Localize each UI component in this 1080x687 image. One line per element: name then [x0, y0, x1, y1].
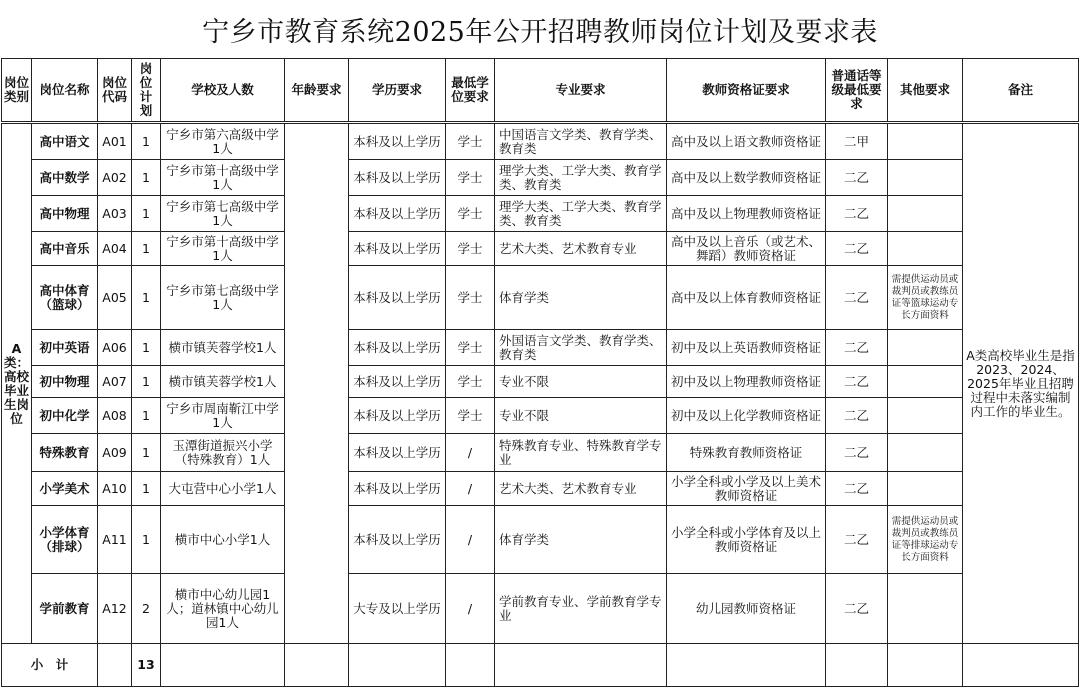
- education-cell: 本科及以上学历: [349, 330, 446, 366]
- post-name-cell: 小学体育（排球）: [32, 506, 98, 574]
- post-code-cell: A07: [98, 366, 132, 398]
- certificate-cell: 初中及以上英语教师资格证: [667, 330, 826, 366]
- header-row: [2, 59, 1079, 123]
- mandarin-level-cell: 二乙: [826, 574, 888, 644]
- empty-cell: [495, 644, 667, 687]
- school-cell: 横市镇芙蓉学校1人: [161, 366, 285, 398]
- other-requirement-cell: 需提供运动员或裁判员或教练员证等排球运动专长方面资料: [888, 506, 963, 574]
- table-row: [2, 196, 1079, 232]
- mandarin-level-cell: 二乙: [826, 434, 888, 472]
- table-row: [2, 434, 1079, 472]
- school-cell: 宁乡市周南靳江中学1人: [161, 398, 285, 434]
- table-row: [2, 232, 1079, 266]
- major-cell: 体育学类: [495, 506, 667, 574]
- post-plan-cell: 1: [132, 266, 161, 330]
- education-cell: 本科及以上学历: [349, 506, 446, 574]
- empty-cell: [446, 644, 495, 687]
- post-code-cell: A04: [98, 232, 132, 266]
- degree-cell: /: [446, 434, 495, 472]
- school-cell: 宁乡市第六高级中学1人: [161, 123, 285, 160]
- other-requirement-cell: [888, 574, 963, 644]
- major-cell: 理学大类、工学大类、教育学类、教育类: [495, 196, 667, 232]
- school-cell: 宁乡市第七高级中学1人: [161, 266, 285, 330]
- empty-cell: [98, 644, 132, 687]
- header-cell: 岗位类别: [2, 59, 32, 123]
- header-cell: 岗位代码: [98, 59, 132, 123]
- post-code-cell: A02: [98, 160, 132, 196]
- post-name-cell: 初中物理: [32, 366, 98, 398]
- education-cell: 本科及以上学历: [349, 266, 446, 330]
- table-row: [2, 506, 1079, 574]
- table-row: [2, 266, 1079, 330]
- other-requirement-cell: [888, 123, 963, 160]
- post-code-cell: A11: [98, 506, 132, 574]
- post-code-cell: A12: [98, 574, 132, 644]
- post-plan-cell: 1: [132, 123, 161, 160]
- certificate-cell: 高中及以上物理教师资格证: [667, 196, 826, 232]
- header-cell: 年龄要求: [285, 59, 349, 123]
- other-requirement-cell: [888, 196, 963, 232]
- mandarin-level-cell: 二甲: [826, 123, 888, 160]
- subtotal-label-cell: 小 计: [2, 644, 98, 687]
- certificate-cell: 小学全科或小学体育及以上教师资格证: [667, 506, 826, 574]
- table-row: [2, 330, 1079, 366]
- empty-cell: [161, 644, 285, 687]
- education-cell: 大专及以上学历: [349, 574, 446, 644]
- degree-cell: /: [446, 472, 495, 506]
- post-name-cell: 高中数学: [32, 160, 98, 196]
- other-requirement-cell: [888, 330, 963, 366]
- empty-cell: [826, 644, 888, 687]
- post-name-cell: 高中体育（篮球）: [32, 266, 98, 330]
- education-cell: 本科及以上学历: [349, 123, 446, 160]
- table-row: [2, 123, 1079, 160]
- degree-cell: 学士: [446, 366, 495, 398]
- school-cell: 横市中心小学1人: [161, 506, 285, 574]
- education-cell: 本科及以上学历: [349, 434, 446, 472]
- other-requirement-cell: [888, 160, 963, 196]
- degree-cell: 学士: [446, 398, 495, 434]
- post-plan-cell: 1: [132, 398, 161, 434]
- post-code-cell: A01: [98, 123, 132, 160]
- header-cell: 学校及人数: [161, 59, 285, 123]
- school-cell: 宁乡市第七高级中学1人: [161, 196, 285, 232]
- degree-cell: 学士: [446, 123, 495, 160]
- header-cell: 岗位名称: [32, 59, 98, 123]
- certificate-cell: 特殊教育教师资格证: [667, 434, 826, 472]
- post-code-cell: A05: [98, 266, 132, 330]
- school-cell: 玉潭街道振兴小学（特殊教育）1人: [161, 434, 285, 472]
- other-requirement-cell: [888, 232, 963, 266]
- other-requirement-cell: 需提供运动员或裁判员或教练员证等篮球运动专长方面资料: [888, 266, 963, 330]
- post-name-cell: 小学美术: [32, 472, 98, 506]
- degree-cell: 学士: [446, 330, 495, 366]
- certificate-cell: 小学全科或小学及以上美术教师资格证: [667, 472, 826, 506]
- empty-cell: [667, 644, 826, 687]
- table-row: [2, 160, 1079, 196]
- post-code-cell: A03: [98, 196, 132, 232]
- table-row: [2, 366, 1079, 398]
- post-plan-cell: 1: [132, 232, 161, 266]
- education-cell: 本科及以上学历: [349, 196, 446, 232]
- post-plan-cell: 1: [132, 434, 161, 472]
- post-code-cell: A09: [98, 434, 132, 472]
- post-name-cell: 学前教育: [32, 574, 98, 644]
- other-requirement-cell: [888, 434, 963, 472]
- degree-cell: 学士: [446, 196, 495, 232]
- table-row: [2, 574, 1079, 644]
- major-cell: 艺术大类、艺术教育专业: [495, 472, 667, 506]
- post-name-cell: 高中物理: [32, 196, 98, 232]
- other-requirement-cell: [888, 398, 963, 434]
- post-plan-cell: 1: [132, 160, 161, 196]
- school-cell: 宁乡市第十高级中学1人: [161, 232, 285, 266]
- mandarin-level-cell: 二乙: [826, 398, 888, 434]
- mandarin-level-cell: 二乙: [826, 160, 888, 196]
- empty-cell: [349, 644, 446, 687]
- degree-cell: 学士: [446, 266, 495, 330]
- major-cell: 艺术大类、艺术教育专业: [495, 232, 667, 266]
- header-cell: 备注: [963, 59, 1079, 123]
- certificate-cell: 初中及以上物理教师资格证: [667, 366, 826, 398]
- subtotal-row: [2, 644, 1079, 687]
- mandarin-level-cell: 二乙: [826, 232, 888, 266]
- school-cell: 横市中心幼儿园1人；道林镇中心幼儿园1人: [161, 574, 285, 644]
- certificate-cell: 高中及以上体育教师资格证: [667, 266, 826, 330]
- post-code-cell: A10: [98, 472, 132, 506]
- school-cell: 大屯营中心小学1人: [161, 472, 285, 506]
- certificate-cell: 高中及以上语文教师资格证: [667, 123, 826, 160]
- header-cell: 学历要求: [349, 59, 446, 123]
- mandarin-level-cell: 二乙: [826, 472, 888, 506]
- post-name-cell: 初中英语: [32, 330, 98, 366]
- post-code-cell: A06: [98, 330, 132, 366]
- post-name-cell: 高中音乐: [32, 232, 98, 266]
- major-cell: 理学大类、工学大类、教育学类、教育类: [495, 160, 667, 196]
- major-cell: 体育学类: [495, 266, 667, 330]
- post-plan-cell: 1: [132, 472, 161, 506]
- empty-cell: [888, 644, 963, 687]
- major-cell: 学前教育专业、学前教育学专业: [495, 574, 667, 644]
- other-requirement-cell: [888, 366, 963, 398]
- recruitment-table: [1, 58, 1079, 687]
- certificate-cell: 初中及以上化学教师资格证: [667, 398, 826, 434]
- degree-cell: /: [446, 506, 495, 574]
- major-cell: 专业不限: [495, 398, 667, 434]
- mandarin-level-cell: 二乙: [826, 266, 888, 330]
- degree-cell: 学士: [446, 160, 495, 196]
- post-plan-cell: 1: [132, 330, 161, 366]
- degree-cell: /: [446, 574, 495, 644]
- mandarin-level-cell: 二乙: [826, 506, 888, 574]
- major-cell: 专业不限: [495, 366, 667, 398]
- post-name-cell: 特殊教育: [32, 434, 98, 472]
- education-cell: 本科及以上学历: [349, 160, 446, 196]
- post-plan-cell: 2: [132, 574, 161, 644]
- post-name-cell: 初中化学: [32, 398, 98, 434]
- mandarin-level-cell: 二乙: [826, 330, 888, 366]
- post-plan-cell: 1: [132, 196, 161, 232]
- header-cell: 教师资格证要求: [667, 59, 826, 123]
- degree-cell: 学士: [446, 232, 495, 266]
- remark-cell: A类高校毕业生是指2023、2024、2025年毕业且招聘过程中未落实编制内工作的毕业生。: [963, 123, 1079, 644]
- education-cell: 本科及以上学历: [349, 398, 446, 434]
- school-cell: 宁乡市第十高级中学1人: [161, 160, 285, 196]
- age-requirement-cell: [285, 123, 349, 644]
- table-row: [2, 398, 1079, 434]
- post-category-cell: A类：高校毕业生岗位: [2, 123, 32, 644]
- certificate-cell: 高中及以上音乐（或艺术、舞蹈）教师资格证: [667, 232, 826, 266]
- header-cell: 其他要求: [888, 59, 963, 123]
- header-cell: 最低学位要求: [446, 59, 495, 123]
- table-row: [2, 472, 1079, 506]
- school-cell: 横市镇芙蓉学校1人: [161, 330, 285, 366]
- mandarin-level-cell: 二乙: [826, 196, 888, 232]
- empty-cell: [285, 644, 349, 687]
- major-cell: 中国语言文学类、教育学类、教育类: [495, 123, 667, 160]
- major-cell: 特殊教育专业、特殊教育学专业: [495, 434, 667, 472]
- education-cell: 本科及以上学历: [349, 366, 446, 398]
- post-plan-cell: 1: [132, 366, 161, 398]
- education-cell: 本科及以上学历: [349, 232, 446, 266]
- subtotal-plan-cell: 13: [132, 644, 161, 687]
- other-requirement-cell: [888, 472, 963, 506]
- mandarin-level-cell: 二乙: [826, 366, 888, 398]
- post-plan-cell: 1: [132, 506, 161, 574]
- page-title: 宁乡市教育系统2025年公开招聘教师岗位计划及要求表: [202, 16, 878, 48]
- header-cell: 普通话等级最低要求: [826, 59, 888, 123]
- post-code-cell: A08: [98, 398, 132, 434]
- empty-cell: [963, 644, 1079, 687]
- certificate-cell: 高中及以上数学教师资格证: [667, 160, 826, 196]
- major-cell: 外国语言文学类、教育学类、教育类: [495, 330, 667, 366]
- header-cell: 专业要求: [495, 59, 667, 123]
- education-cell: 本科及以上学历: [349, 472, 446, 506]
- post-name-cell: 高中语文: [32, 123, 98, 160]
- header-cell: 岗位计划: [132, 59, 161, 123]
- certificate-cell: 幼儿园教师资格证: [667, 574, 826, 644]
